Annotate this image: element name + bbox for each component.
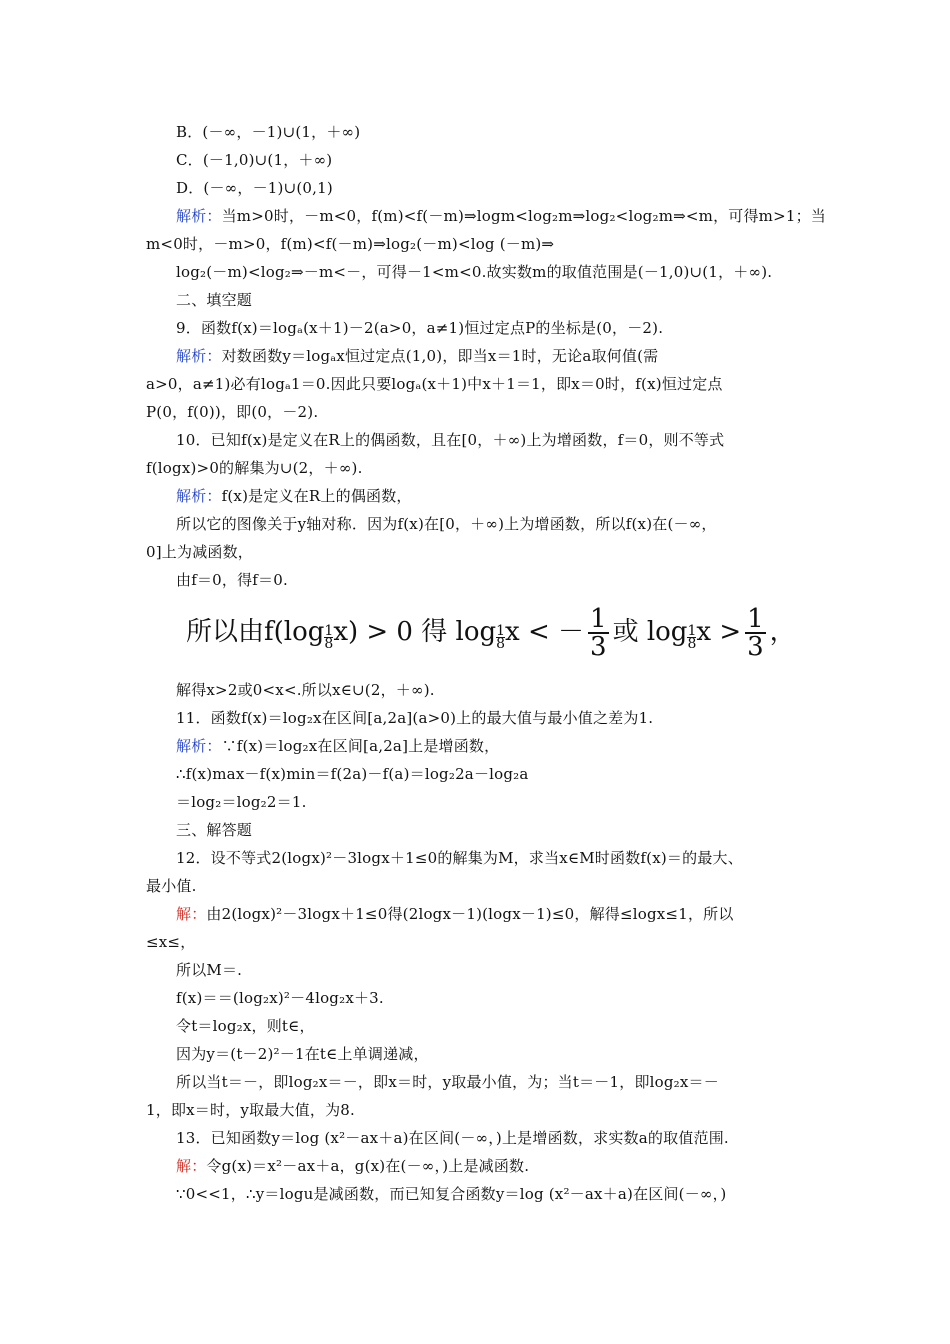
q10-analysis-5: 解得x>2或0<x<.所以x∈∪(2，＋∞). <box>176 681 435 699</box>
q12-solution-7: 所以当t＝－，即log₂x＝－，即x＝时，y取最小值，为；当t＝－1，即log₂x＝－ <box>176 1073 719 1091</box>
q11-analysis: 解析：∵f(x)＝log₂x在区间[a,2a]上是增函数， <box>176 737 500 755</box>
section-fill-blank: 二、填空题 <box>176 291 253 309</box>
q13-solution-2: ∵0<<1，∴y＝logu是减函数，而已知复合函数y＝log (x²－ax＋a)在区间(－∞，) <box>176 1185 727 1203</box>
option-c: C．(－1,0)∪(1，＋∞) <box>176 151 333 169</box>
q10-analysis: 解析：f(x)是定义在R上的偶函数， <box>176 487 412 505</box>
formula-image: 所以由f(log $\frac{1}{8}$ x) > 0 得 log $\frac{1}{8}$ x < － $\frac{1}{3}$ 或 log $\frac{1}{8}$ x > $\frac{1}{3}$ ， <box>186 604 796 662</box>
q11: 11．函数f(x)＝log₂x在区间[a,2a](a>0)上的最大值与最小值之差为1. <box>176 709 654 727</box>
q9-analysis-3: P(0，f(0))，即(0，－2). <box>146 403 319 421</box>
q12: 12．设不等式2(logx)²－3logx＋1≤0的解集为M，求当x∈M时函数f(x)＝的最大、 <box>176 849 743 867</box>
q12-solution-4: f(x)＝＝(log₂x)²－4log₂x＋3. <box>176 989 384 1007</box>
q12-solution-8: 1，即x＝时，y取最大值，为8. <box>146 1101 355 1119</box>
q10-2: f(logx)>0的解集为∪(2，＋∞). <box>146 459 363 477</box>
q13-solution: 解：令g(x)＝x²－ax＋a，g(x)在(－∞，)上是减函数. <box>176 1157 530 1175</box>
q9: 9．函数f(x)＝logₐ(x＋1)－2(a>0，a≠1)恒过定点P的坐标是(0，－2). <box>176 319 664 337</box>
q12-2: 最小值. <box>146 877 197 895</box>
q10-analysis-3: 0]上为减函数， <box>146 543 253 561</box>
q12-solution-6: 因为y＝(t－2)²－1在t∈上单调递减， <box>176 1045 429 1063</box>
option-b: B．(－∞，－1)∪(1，＋∞) <box>176 123 361 141</box>
q8-analysis-2: m<0时，－m>0，f(m)<f(－m)⇒log₂(－m)<log (－m)⇒ <box>146 235 555 253</box>
q10: 10．已知f(x)是定义在R上的偶函数，且在[0，＋∞)上为增函数，f＝0，则不等式 <box>176 431 725 449</box>
q9-analysis: 解析：对数函数y＝logₐx恒过定点(1,0)，即当x＝1时，无论a取何值(需 <box>176 347 659 365</box>
q11-analysis-3: ＝log₂＝log₂2＝1. <box>176 793 307 811</box>
q11-analysis-2: ∴f(x)max－f(x)min＝f(2a)－f(a)＝log₂2a－log₂a <box>176 765 529 783</box>
q12-solution-2: ≤x≤， <box>146 933 196 951</box>
q9-analysis-2: a>0，a≠1)必有logₐ1＝0.因此只要logₐ(x＋1)中x＋1＝1，即x＝0时，f(x)恒过定点 <box>146 375 723 393</box>
q13: 13．已知函数y＝log (x²－ax＋a)在区间(－∞，)上是增函数，求实数a的取值范围. <box>176 1129 729 1147</box>
q12-solution-5: 令t＝log₂x，则t∈， <box>176 1017 315 1035</box>
q10-analysis-4: 由f＝0，得f＝0. <box>176 571 288 589</box>
option-d: D．(－∞，－1)∪(0,1) <box>176 179 333 197</box>
q8-analysis: 解析：当m>0时，－m<0，f(m)<f(－m)⇒logm<log₂m⇒log₂<log₂m⇒<m，可得m>1；当 <box>176 207 827 225</box>
q8-analysis-3: log₂(－m)<log₂⇒－m<－，可得－1<m<0.故实数m的取值范围是(－1,0)∪(1，＋∞). <box>176 263 773 281</box>
q12-solution-3: 所以M＝. <box>176 961 243 979</box>
q12-solution: 解：由2(logx)²－3logx＋1≤0得(2logx－1)(logx－1)≤0，解得≤logx≤1，所以 <box>176 905 734 923</box>
q10-analysis-2: 所以它的图像关于y轴对称．因为f(x)在[0，＋∞)上为增函数，所以f(x)在(－∞， <box>176 515 717 533</box>
section-answer: 三、解答题 <box>176 821 253 839</box>
